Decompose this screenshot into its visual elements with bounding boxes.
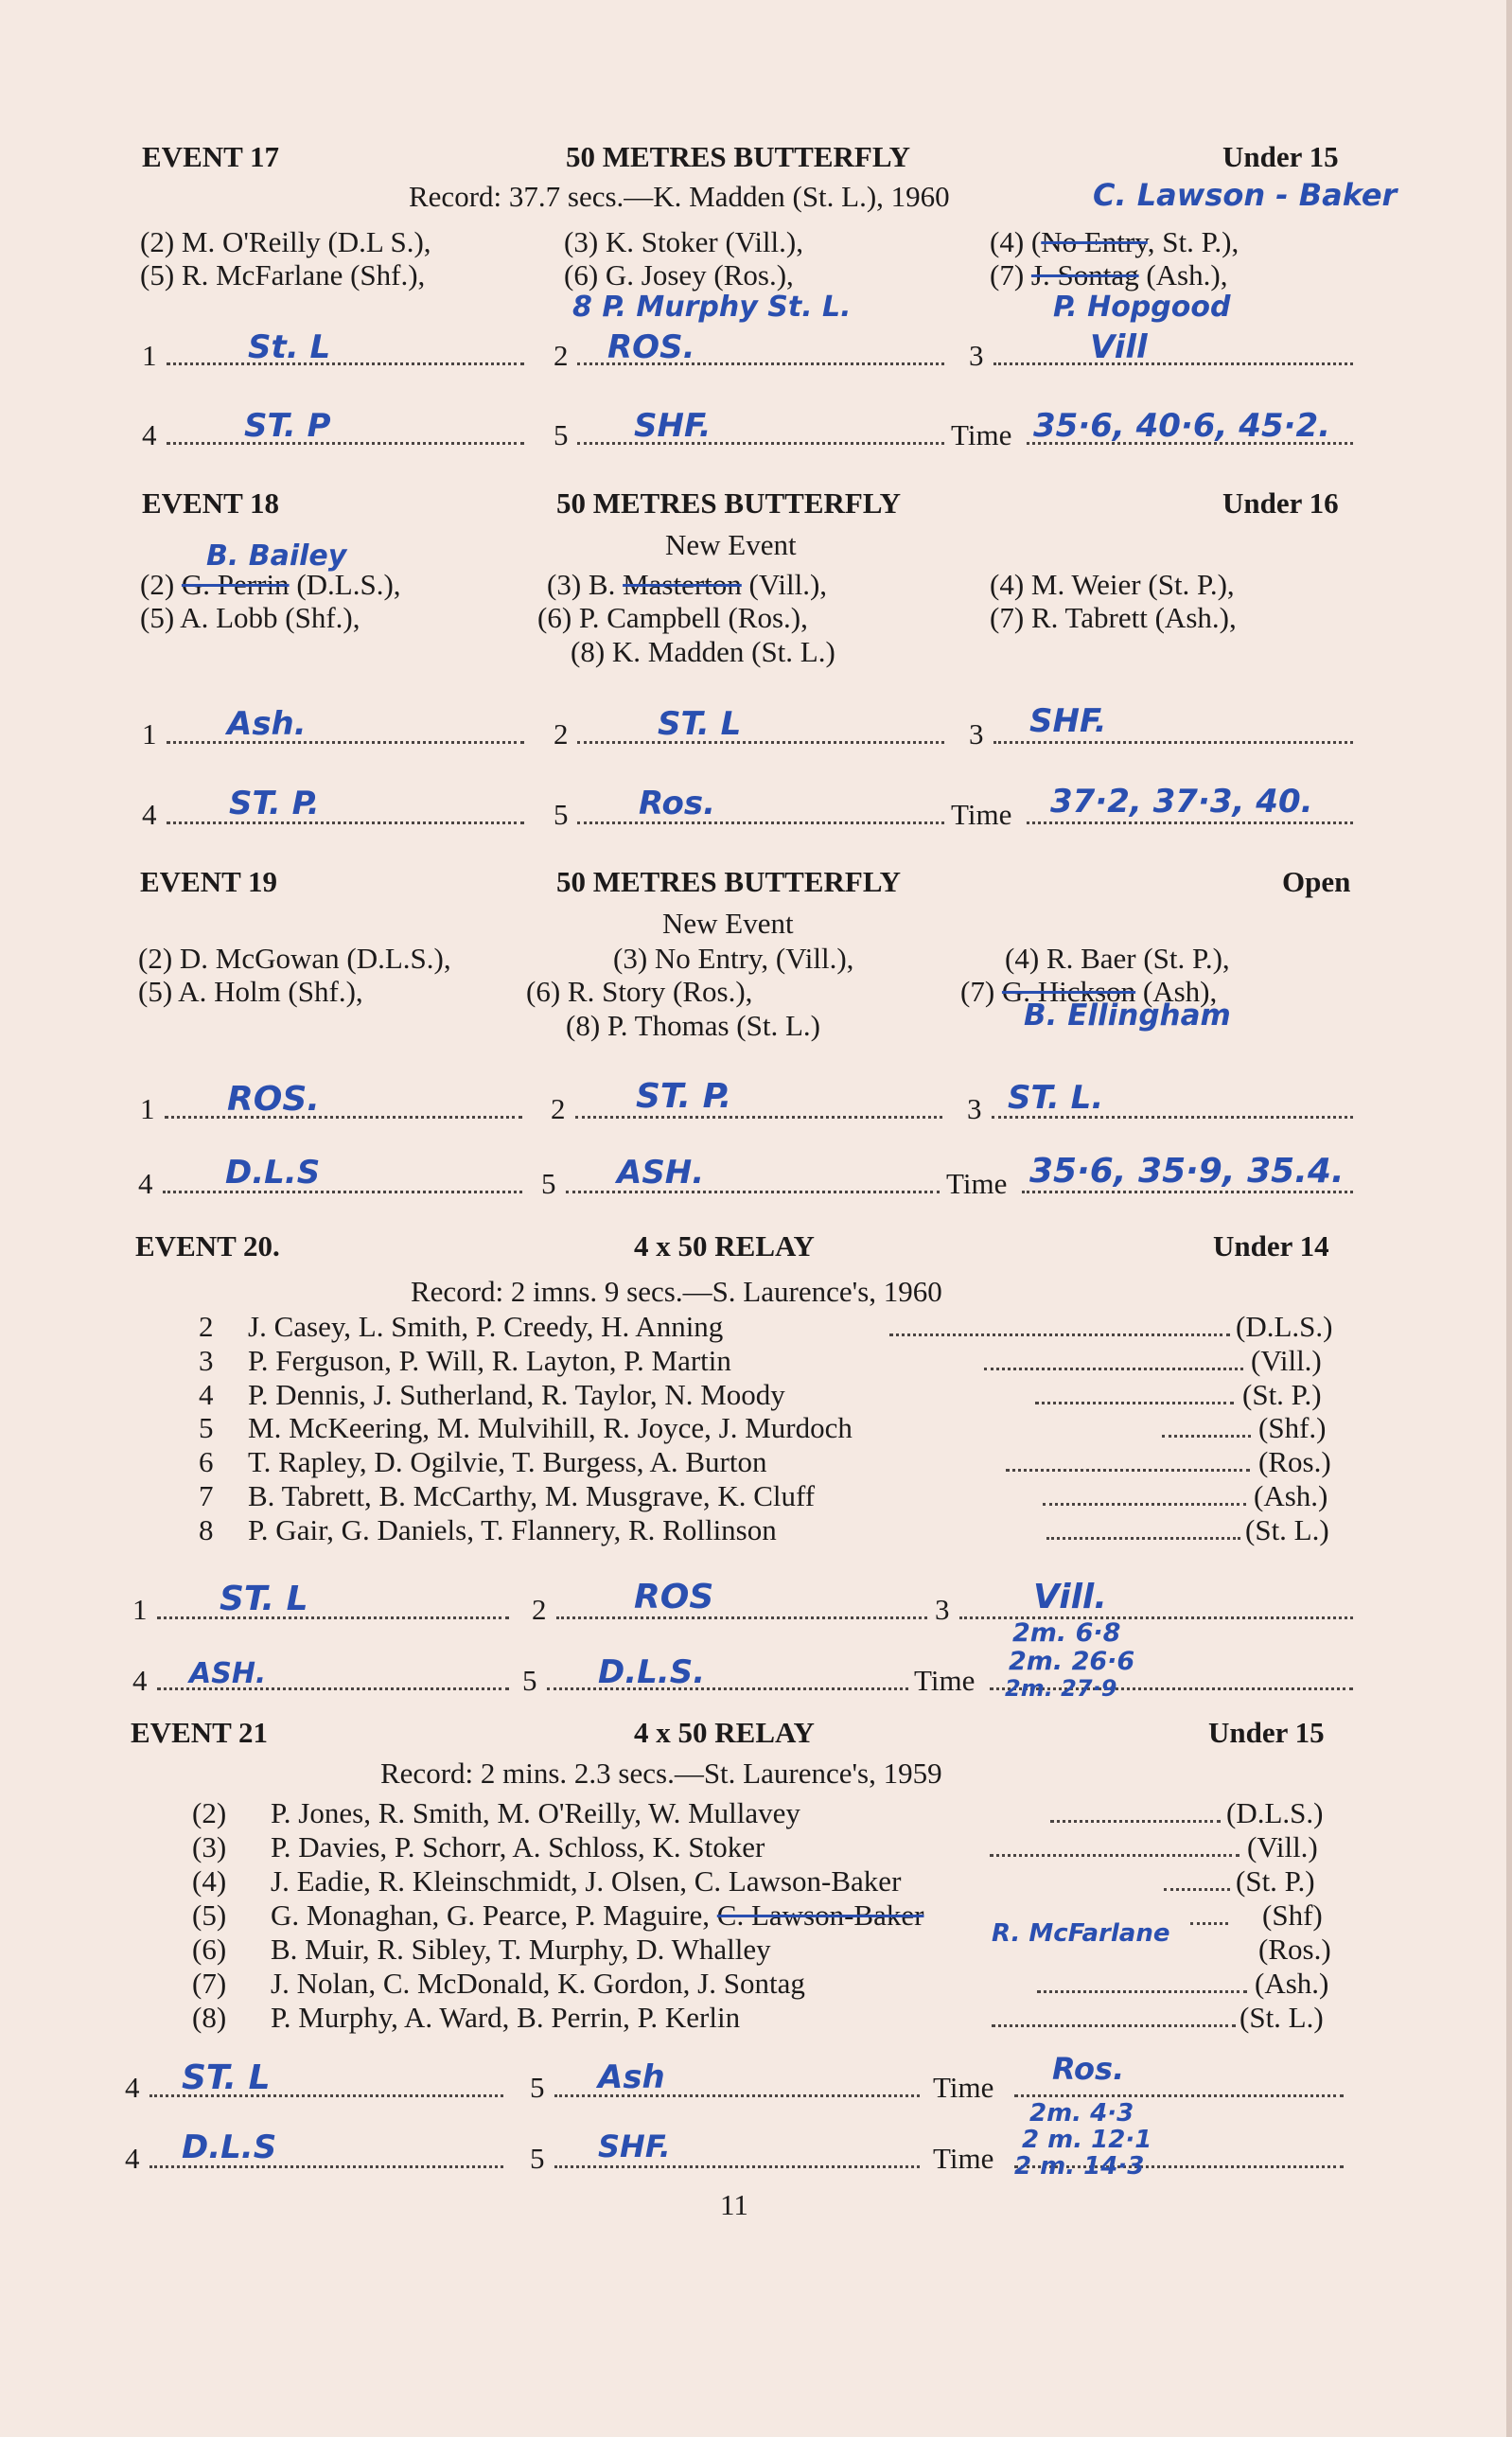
event-17-place-1-line xyxy=(167,362,524,365)
team-number: (5) xyxy=(192,1898,227,1932)
event-19-entry-7: (7) G. Hickson (Ash), xyxy=(960,975,1218,1008)
team-club: (Ash.) xyxy=(1255,1967,1329,2000)
team-number: 8 xyxy=(199,1513,214,1546)
event-17-place-5-line xyxy=(577,442,944,445)
event-21-record: Record: 2 mins. 2.3 secs.—St. Laurence's, 1959 xyxy=(380,1757,942,1790)
event-18-place-3: SHF. xyxy=(1029,702,1107,740)
event-21-row-a-label-2: 5 xyxy=(530,2071,545,2104)
team-number: (3) xyxy=(192,1830,227,1863)
event-17-entry-4: (4) (No Entry, St. P.), xyxy=(990,225,1239,258)
team-club: (Ros.) xyxy=(1258,1445,1331,1478)
event-17-place-4-line xyxy=(167,442,524,445)
event-17-place-5: SHF. xyxy=(634,407,712,445)
team-swimmers: T. Rapley, D. Ogilvie, T. Burgess, A. Burton xyxy=(248,1445,767,1478)
event-18-entry-5: (5) A. Lobb (Shf.), xyxy=(140,601,360,634)
event-19-entry-5: (5) A. Holm (Shf.), xyxy=(138,975,363,1008)
event-18-place-4-label: 4 xyxy=(142,798,157,831)
leader-dots xyxy=(992,2024,1236,2027)
event-20-record: Record: 2 imns. 9 secs.—S. Laurence's, 1960 xyxy=(411,1275,942,1308)
event-17-times: 35·6, 40·6, 45·2. xyxy=(1033,407,1331,445)
event-18-entry-8: (8) K. Madden (St. L.) xyxy=(571,635,835,668)
event-20-time-3: 2m. 27·9 xyxy=(1005,1675,1117,1702)
event-17-place-2-label: 2 xyxy=(554,339,569,372)
team-club: (Ash.) xyxy=(1254,1479,1328,1512)
team-number: (8) xyxy=(192,2001,227,2034)
team-number: (7) xyxy=(192,1967,227,2000)
event-19-times: 35·6, 35·9, 35.4. xyxy=(1029,1152,1345,1191)
event-17-place-1-label: 1 xyxy=(142,339,157,372)
event-17-place-3-line xyxy=(993,362,1353,365)
event-17-place-4-label: 4 xyxy=(142,418,157,451)
event-21-time-1: 2m. 4·3 xyxy=(1029,2099,1134,2128)
leader-dots xyxy=(1006,1469,1250,1472)
team-club: (Shf.) xyxy=(1258,1411,1327,1444)
team-club: (Ros.) xyxy=(1258,1933,1331,1966)
event-17-entry-8-annotation: 8 P. Murphy St. L. xyxy=(572,291,852,324)
event-17-place-2: ROS. xyxy=(607,328,695,366)
event-20-place-4-label: 4 xyxy=(132,1664,148,1697)
event-19-place-4-label: 4 xyxy=(138,1167,153,1200)
event-18-place-4-line xyxy=(167,821,524,824)
team-swimmers: B. Tabrett, B. McCarthy, M. Musgrave, K. Cluff xyxy=(248,1479,816,1512)
team-swimmers: B. Muir, R. Sibley, T. Murphy, D. Whalley xyxy=(271,1933,771,1966)
team-club: (Vill.) xyxy=(1251,1344,1322,1377)
event-17-heading: EVENT 17 xyxy=(142,140,279,173)
event-17-place-1: St. L xyxy=(248,328,331,366)
event-18-place-1: Ash. xyxy=(227,705,307,743)
team-swimmers: M. McKeering, M. Mulvihill, R. Joyce, J. Murdoch xyxy=(248,1411,853,1444)
event-20-place-1-line xyxy=(157,1616,509,1619)
team-number: (6) xyxy=(192,1933,227,1966)
event-19-place-4-line xyxy=(163,1191,522,1193)
event-20-time-2: 2m. 26·6 xyxy=(1009,1647,1135,1676)
event-18-place-5-line xyxy=(577,821,944,824)
event-17-entry-7: (7) J. Sontag (Ash.), xyxy=(990,258,1228,291)
event-20-place-1-label: 1 xyxy=(132,1593,148,1626)
team-number: 5 xyxy=(199,1411,214,1444)
event-20-time-label: Time xyxy=(914,1664,976,1697)
leader-dots xyxy=(889,1333,1230,1336)
event-18-heading: EVENT 18 xyxy=(142,486,279,520)
team-swimmers: P. Dennis, J. Sutherland, R. Taylor, N. Moody xyxy=(248,1378,785,1411)
event-21-time-label-2: Time xyxy=(933,2142,994,2175)
event-18-place-1-line xyxy=(167,741,524,744)
event-17-record-annotation: C. Lawson - Baker xyxy=(1093,177,1398,213)
event-18-place-1-label: 1 xyxy=(142,717,157,751)
event-17-title: 50 METRES BUTTERFLY xyxy=(566,140,911,173)
event-17-entry-3: (3) K. Stoker (Vill.), xyxy=(564,225,803,258)
event-19-place-2-line xyxy=(575,1116,942,1119)
event-18-place-3-label: 3 xyxy=(969,717,984,751)
event-19-time-line xyxy=(1022,1191,1353,1193)
event-19-title: 50 METRES BUTTERFLY xyxy=(556,865,902,898)
event-20-heading: EVENT 20. xyxy=(135,1229,280,1263)
team-club: (D.L.S.) xyxy=(1236,1310,1333,1343)
event-17-entry-6: (6) G. Josey (Ros.), xyxy=(564,258,794,291)
event-18-age-group: Under 16 xyxy=(1222,486,1339,520)
event-21-row-a-label-1: 4 xyxy=(125,2071,140,2104)
team-swimmers: J. Nolan, C. McDonald, K. Gordon, J. Sontag xyxy=(271,1967,805,2000)
event-17-place-5-label: 5 xyxy=(554,418,569,451)
event-18-entry-6: (6) P. Campbell (Ros.), xyxy=(537,601,808,634)
event-17-record: Record: 37.7 secs.—K. Madden (St. L.), 1960 xyxy=(409,180,950,213)
team-number: (4) xyxy=(192,1864,227,1898)
event-19-time-label: Time xyxy=(946,1167,1008,1200)
event-21-time-2: 2 m. 12·1 xyxy=(1022,2126,1152,2154)
team-swimmers: J. Eadie, R. Kleinschmidt, J. Olsen, C. Lawson-Baker xyxy=(271,1864,902,1898)
event-18-entry-4: (4) M. Weier (St. P.), xyxy=(990,568,1235,601)
event-19-heading: EVENT 19 xyxy=(140,865,277,898)
event-19-place-5-label: 5 xyxy=(541,1167,556,1200)
event-21-row-b-label-2: 5 xyxy=(530,2142,545,2175)
event-18-title: 50 METRES BUTTERFLY xyxy=(556,486,902,520)
team-number: 2 xyxy=(199,1310,214,1343)
leader-dots xyxy=(1037,1990,1247,1993)
team-number: 4 xyxy=(199,1378,214,1411)
event-19-record: New Event xyxy=(662,907,794,940)
event-19-replacement-annotation: B. Ellingham xyxy=(1024,998,1231,1033)
event-18-place-3-line xyxy=(993,741,1353,744)
event-17-entry-2: (2) M. O'Reilly (D.L S.), xyxy=(140,225,431,258)
event-19-entry-8: (8) P. Thomas (St. L.) xyxy=(566,1009,820,1042)
event-19-entry-6: (6) R. Story (Ros.), xyxy=(526,975,753,1008)
event-21-place-2: Ash xyxy=(598,2058,665,2096)
team-club: (St. P.) xyxy=(1236,1864,1315,1898)
event-19-place-4: D.L.S xyxy=(225,1154,321,1192)
event-21-replacement-annotation: R. McFarlane xyxy=(992,1919,1170,1948)
event-17-place-4: ST. P xyxy=(244,407,331,445)
event-20-place-3-label: 3 xyxy=(935,1593,950,1626)
event-19-place-2: ST. P. xyxy=(636,1077,732,1116)
team-swimmers: P. Jones, R. Smith, M. O'Reilly, W. Mullavey xyxy=(271,1796,800,1829)
event-17-place-3-label: 3 xyxy=(969,339,984,372)
team-number: 3 xyxy=(199,1344,214,1377)
team-number: (2) xyxy=(192,1796,227,1829)
event-20-place-1: ST. L xyxy=(220,1580,308,1618)
event-21-place-3: Ros. xyxy=(1052,2051,1125,2087)
leader-dots xyxy=(1162,1435,1251,1438)
event-19-place-3-label: 3 xyxy=(967,1092,982,1125)
event-20-place-5: D.L.S. xyxy=(598,1653,706,1691)
team-swimmers: G. Monaghan, G. Pearce, P. Maguire, C. Lawson-Baker xyxy=(271,1898,924,1932)
leader-dots xyxy=(1035,1402,1234,1404)
event-19-entry-3: (3) No Entry, (Vill.), xyxy=(613,942,854,975)
event-18-entry-3: (3) B. Masterton (Vill.), xyxy=(547,568,828,601)
event-20-place-2: ROS xyxy=(634,1578,714,1616)
event-18-place-2: ST. L xyxy=(658,705,742,743)
event-18-place-4: ST. P. xyxy=(229,785,320,822)
event-21-place-5-line xyxy=(554,2165,920,2168)
event-18-place-5-label: 5 xyxy=(554,798,569,831)
team-number: 6 xyxy=(199,1445,214,1478)
leader-dots xyxy=(1190,1922,1228,1925)
event-21-time-label-1: Time xyxy=(933,2071,994,2104)
team-club: (St. L.) xyxy=(1245,1513,1329,1546)
event-17-age-group: Under 15 xyxy=(1222,140,1339,173)
team-club: (Shf) xyxy=(1262,1898,1323,1932)
leader-dots xyxy=(1043,1503,1246,1506)
event-19-place-2-label: 2 xyxy=(551,1092,566,1125)
event-18-times: 37·2, 37·3, 40. xyxy=(1050,783,1313,821)
event-20-place-2-label: 2 xyxy=(532,1593,547,1626)
event-21-place-5: SHF. xyxy=(598,2128,671,2164)
event-20-age-group: Under 14 xyxy=(1213,1229,1329,1263)
leader-dots xyxy=(1050,1820,1221,1823)
event-18-place-2-label: 2 xyxy=(554,717,569,751)
page-number: 11 xyxy=(720,2188,748,2221)
page-edge-shadow xyxy=(1506,0,1512,2437)
event-20-place-3: Vill. xyxy=(1033,1578,1107,1616)
event-21-title: 4 x 50 RELAY xyxy=(634,1716,815,1749)
team-club: (St. L.) xyxy=(1239,2001,1324,2034)
team-club: (Vill.) xyxy=(1247,1830,1318,1863)
event-17-time-label: Time xyxy=(951,418,1012,451)
event-19-place-1-line xyxy=(165,1116,522,1119)
event-21-time-3: 2 m. 14·3 xyxy=(1014,2152,1145,2181)
event-20-place-2-line xyxy=(556,1616,927,1619)
event-21-time-line-1 xyxy=(1014,2094,1344,2097)
event-19-place-1-label: 1 xyxy=(140,1092,155,1125)
event-19-entry-2: (2) D. McGowan (D.L.S.), xyxy=(138,942,451,975)
leader-dots xyxy=(1046,1537,1240,1540)
team-swimmers: J. Casey, L. Smith, P. Creedy, H. Anning xyxy=(248,1310,724,1343)
event-18-time-label: Time xyxy=(951,798,1012,831)
event-19-place-1: ROS. xyxy=(227,1080,320,1119)
leader-dots xyxy=(984,1368,1243,1370)
event-17-replacement-annotation: P. Hopgood xyxy=(1053,291,1231,324)
event-18-entry-7: (7) R. Tabrett (Ash.), xyxy=(990,601,1237,634)
event-19-entry-4: (4) R. Baer (St. P.), xyxy=(1005,942,1230,975)
event-21-place-4: D.L.S xyxy=(182,2128,277,2166)
event-17-entry-5: (5) R. McFarlane (Shf.), xyxy=(140,258,426,291)
event-18-place-2-line xyxy=(577,741,944,744)
event-19-age-group: Open xyxy=(1282,865,1351,898)
event-18-record: New Event xyxy=(665,528,797,561)
event-21-place-1: ST. L xyxy=(182,2058,271,2097)
team-swimmers: P. Murphy, A. Ward, B. Perrin, P. Kerlin xyxy=(271,2001,741,2034)
team-swimmers: P. Davies, P. Schorr, A. Schloss, K. Stoker xyxy=(271,1830,765,1863)
team-swimmers: P. Gair, G. Daniels, T. Flannery, R. Rollinson xyxy=(248,1513,777,1546)
event-19-place-5: ASH. xyxy=(617,1154,705,1192)
event-17-place-3: Vill xyxy=(1090,328,1148,366)
leader-dots xyxy=(1164,1888,1230,1891)
team-number: 7 xyxy=(199,1479,214,1512)
event-21-heading: EVENT 21 xyxy=(131,1716,268,1749)
event-18-place-5: Ros. xyxy=(639,785,715,822)
event-21-age-group: Under 15 xyxy=(1208,1716,1325,1749)
team-club: (D.L.S.) xyxy=(1226,1796,1324,1829)
event-20-title: 4 x 50 RELAY xyxy=(634,1229,815,1263)
event-21-row-b-label-1: 4 xyxy=(125,2142,140,2175)
team-swimmers: P. Ferguson, P. Will, R. Layton, P. Martin xyxy=(248,1344,731,1377)
event-20-place-5-label: 5 xyxy=(522,1664,537,1697)
event-20-place-4: ASH. xyxy=(189,1657,267,1690)
leader-dots xyxy=(990,1854,1239,1857)
event-18-time-line xyxy=(1027,821,1353,824)
event-18-entry-2: (2) G. Perrin (D.L.S.), xyxy=(140,568,401,601)
event-20-time-1: 2m. 6·8 xyxy=(1012,1618,1121,1648)
event-18-replacement-annotation: B. Bailey xyxy=(206,539,347,573)
team-club: (St. P.) xyxy=(1242,1378,1322,1411)
event-19-place-3: ST. L. xyxy=(1008,1079,1104,1117)
